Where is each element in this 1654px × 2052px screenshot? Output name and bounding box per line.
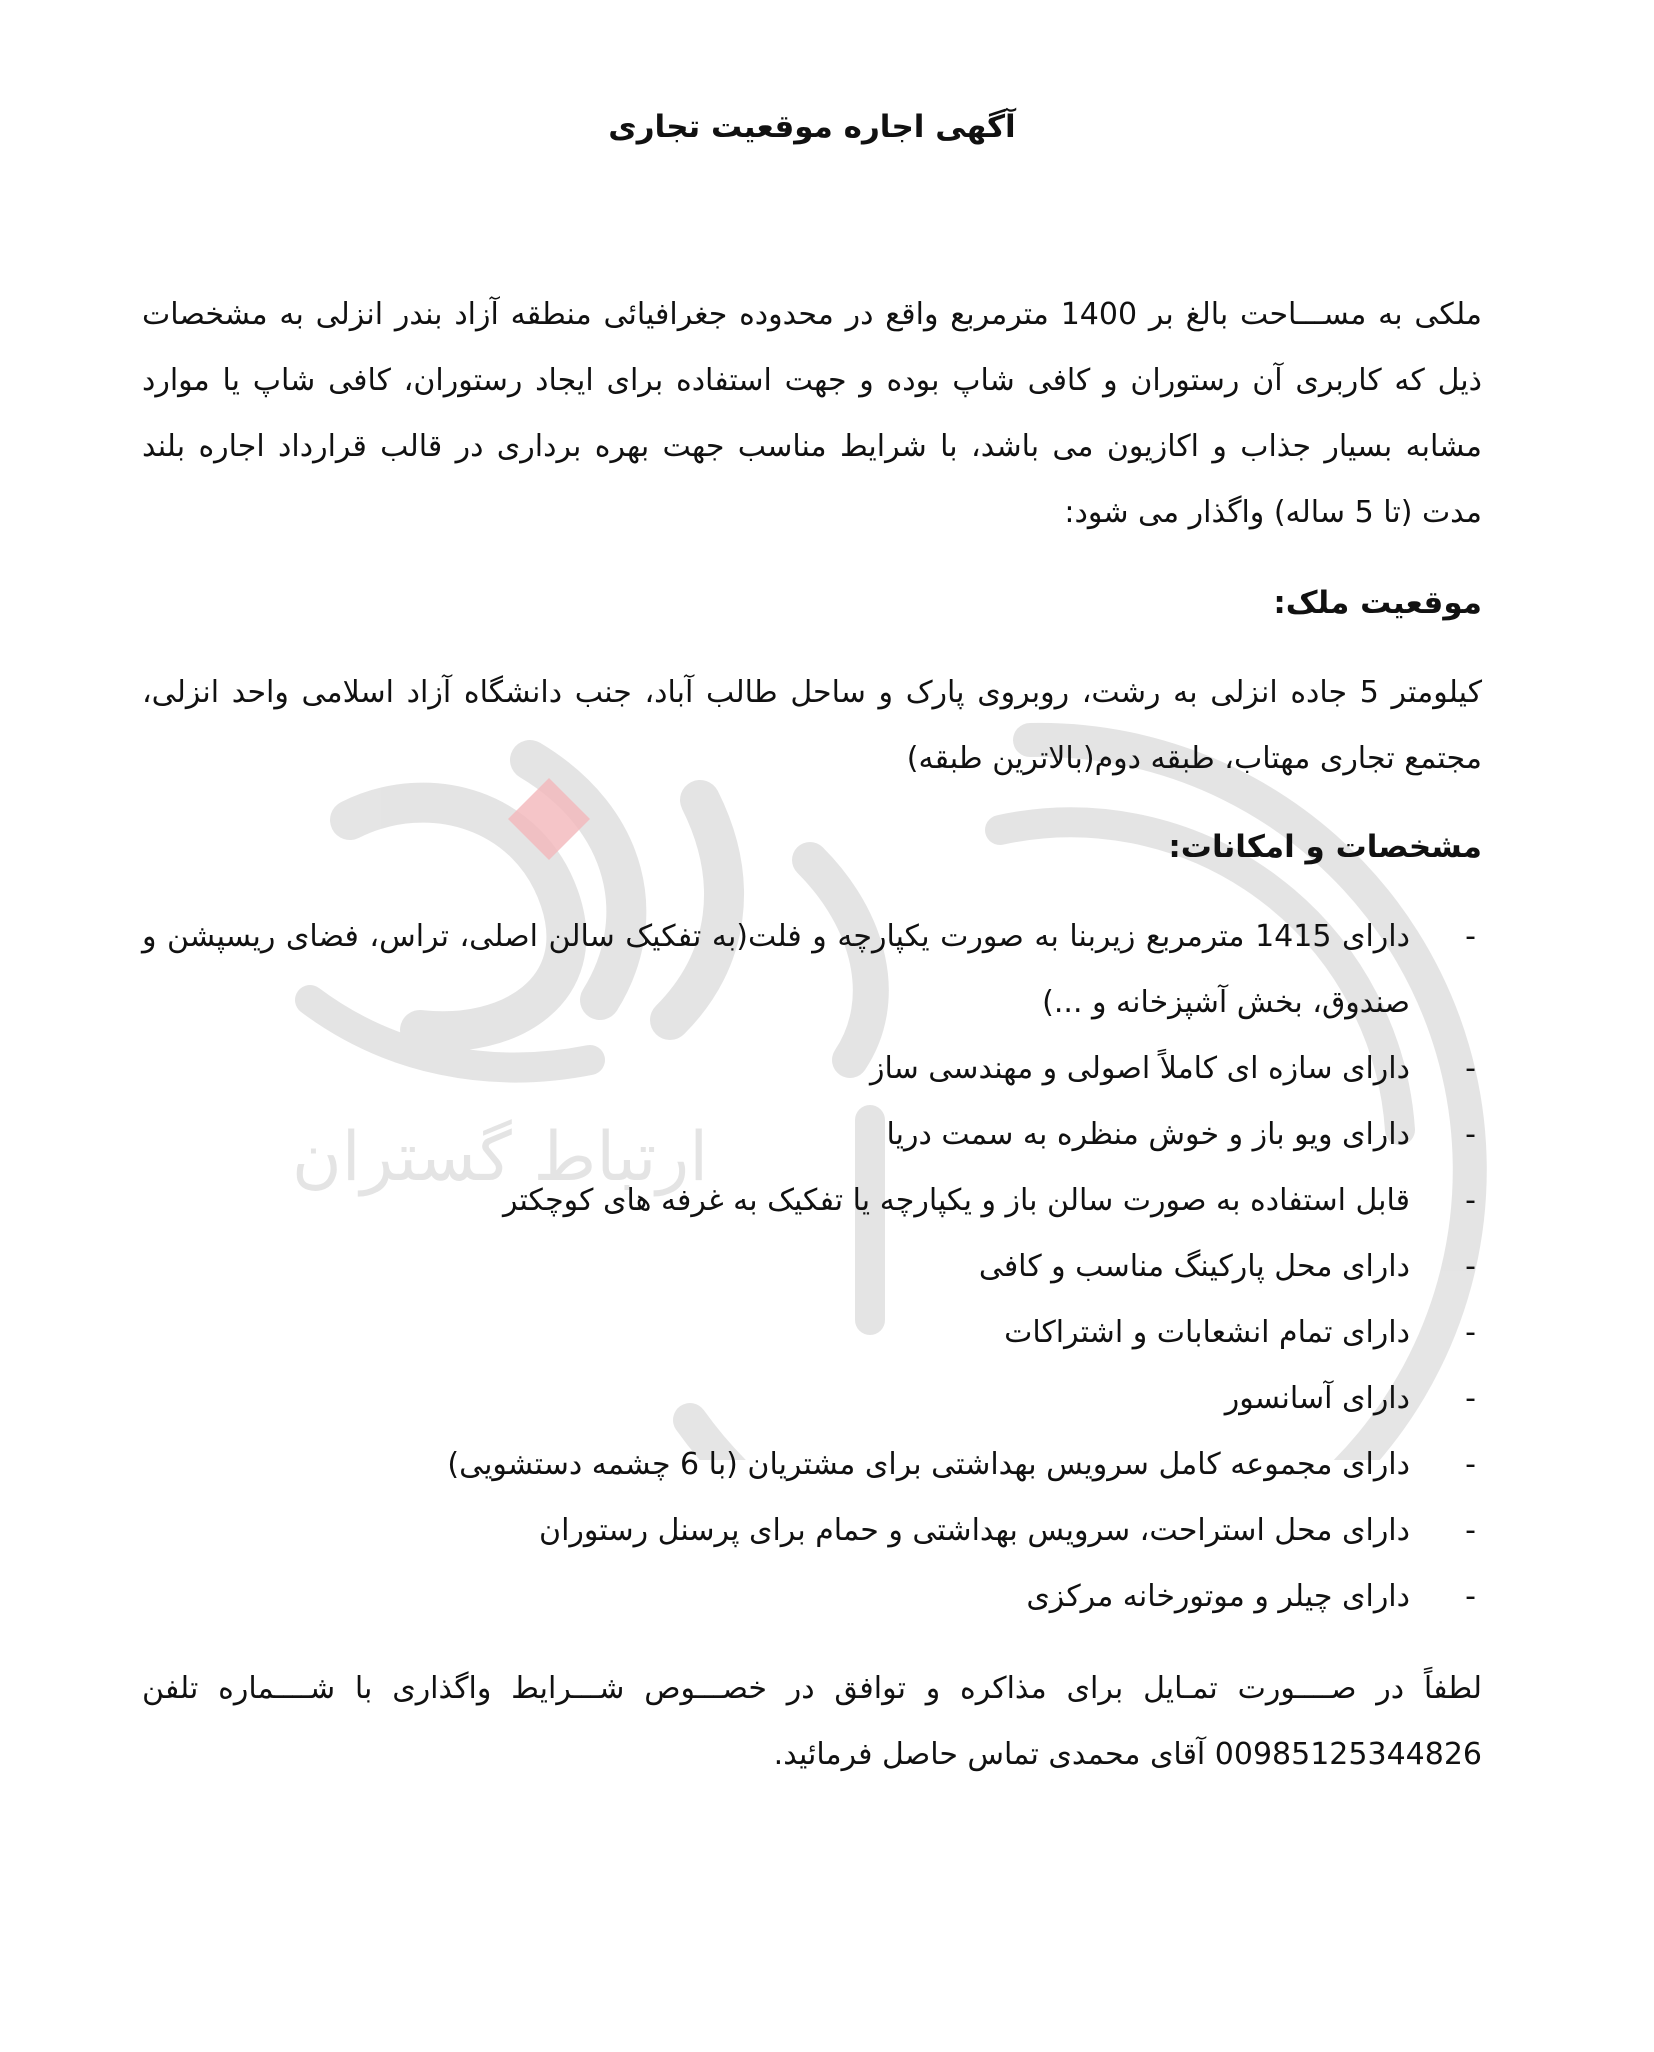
list-item — [142, 1366, 1482, 1432]
list-item — [142, 1168, 1482, 1234]
list-item — [142, 1432, 1482, 1498]
feature-text: دارای آسانسور — [1224, 1381, 1410, 1416]
contact-paragraph: لطفاً در صــــورت تمـایل برای مذاکره و توافق در خصـــوص شـــرایط واگذاری با شــــماره تلفن 00985125344826 آقای محمدی تماس حاصل فرمائید. — [142, 1671, 1482, 1772]
list-item — [142, 1300, 1482, 1366]
feature-text: دارای چیلر و موتورخانه مرکزی — [1026, 1579, 1410, 1614]
features-list — [142, 904, 1482, 1630]
bullet-dash: - — [1465, 1117, 1476, 1152]
feature-text: قابل استفاده به صورت سالن باز و یکپارچه یا تفکیک به غرفه های کوچکتر — [502, 1183, 1410, 1218]
feature-text: دارای محل پارکینگ مناسب و کافی — [978, 1249, 1410, 1284]
feature-text: دارای مجموعه کامل سرویس بهداشتی برای مشتریان (با 6 چشمه دستشویی) — [447, 1447, 1410, 1482]
intro-paragraph: ملکی به مســـاحت بالغ بر 1400 مترمربع واقع در محدوده جغرافیائی منطقه آزاد بندر انزلی به مشخصات ذیل که کاربری آن رستوران و کافی شاپ بوده و جهت استفاده برای ایجاد رستوران، کافی شاپ یا موارد مشابه بسیار جذاب و اکازیون می باشد، با شرایط مناسب جهت بهره برداری در قالب قرارداد اجاره بلند مدت (تا 5 ساله) واگذار می شود: — [142, 297, 1483, 530]
feature-text: دارای ویو باز و خوش منظره به سمت دریا — [886, 1117, 1410, 1152]
location-heading: موقعیت ملک: — [1273, 585, 1482, 621]
bullet-dash: - — [1465, 1579, 1476, 1614]
feature-text: دارای تمام انشعابات و اشتراکات — [1004, 1315, 1410, 1350]
feature-text: دارای سازه ای کاملاً اصولی و مهندسی ساز — [870, 1051, 1410, 1086]
feature-text: دارای محل استراحت، سرویس بهداشتی و حمام برای پرسنل رستوران — [539, 1513, 1410, 1548]
bullet-dash: - — [1465, 1513, 1476, 1548]
page-title: آگهی اجاره موقعیت تجاری — [608, 109, 1016, 145]
bullet-dash: - — [1465, 1381, 1476, 1416]
list-item — [142, 1234, 1482, 1300]
features-heading: مشخصات و امکانات: — [1168, 829, 1482, 865]
list-item — [142, 1564, 1482, 1630]
watermark-logo-text: ارتباط گستران — [291, 1118, 709, 1197]
list-item — [142, 1036, 1482, 1102]
bullet-dash: - — [1465, 919, 1476, 954]
bullet-dash: - — [1465, 1051, 1476, 1086]
list-item — [142, 1102, 1482, 1168]
bullet-dash: - — [1465, 1183, 1476, 1218]
location-paragraph: کیلومتر 5 جاده انزلی به رشت، روبروی پارک و ساحل طالب آباد، جنب دانشگاه آزاد اسلامی واحد انزلی، مجتمع تجاری مهتاب، طبقه دوم(بالاترین طبقه) — [142, 675, 1482, 776]
list-item — [142, 904, 1482, 1036]
bullet-dash: - — [1465, 1249, 1476, 1284]
feature-text: دارای 1415 مترمربع زیربنا به صورت یکپارچه و فلت(به تفکیک سالن اصلی، تراس، فضای ریسپشن و صندوق، بخش آشپزخانه و ...) — [142, 919, 1410, 1020]
list-item — [142, 1498, 1482, 1564]
bullet-dash: - — [1465, 1447, 1476, 1482]
bullet-dash: - — [1465, 1315, 1476, 1350]
